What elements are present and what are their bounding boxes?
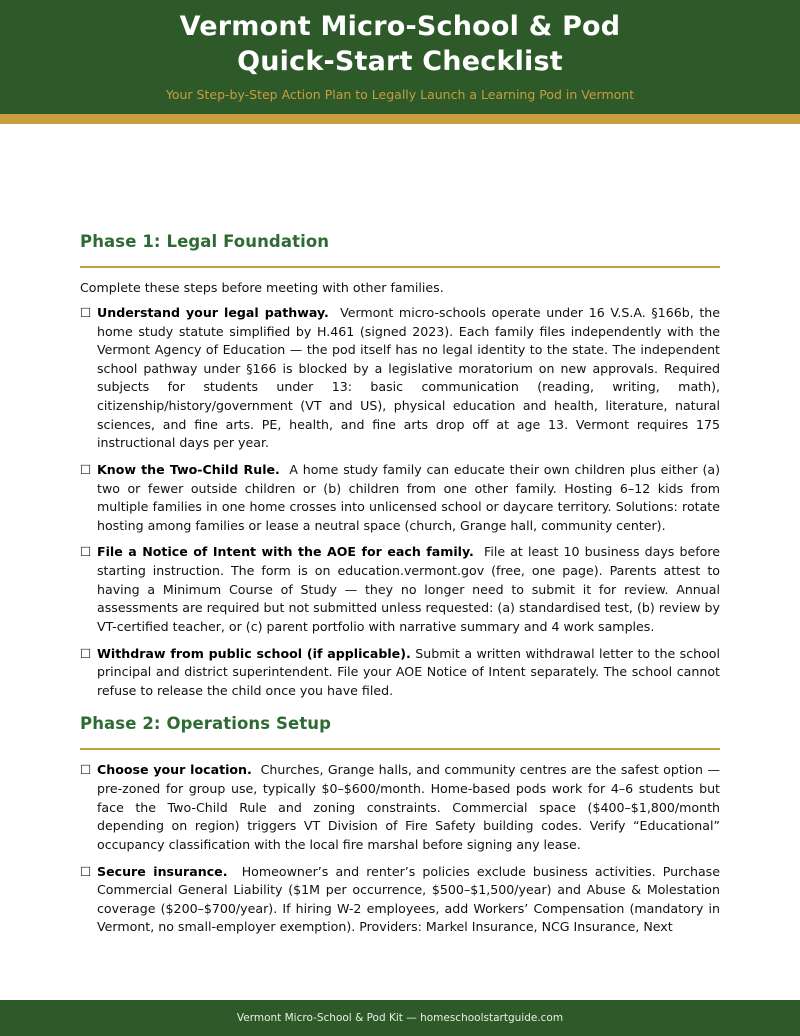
- checklist-item-body: File at least 10 business days before starting instruction. The form is on education.vermont.gov (free, one page). Parents attest to having a Minimum Course of Study — they no longer need to submit it for review. Annual assessments are required but not submitted unless requested: (a) standardised test, (b) review by VT-certified teacher, or (c) parent portfolio with narrative summary and 4 work samples.: [97, 544, 720, 634]
- document-footer: [0, 1000, 800, 1036]
- footer-text: Vermont Micro-School & Pod Kit — homeschoolstartguide.com: [236, 1012, 564, 1024]
- checklist-item-body: Homeowner’s and renter’s policies exclude business activities. Purchase Commercial General Liability ($1M per occurrence, $500–$1,500/year) and Abuse & Molestation coverage ($200–$700/year). If hiring W-2 employees, add Workers’ Compensation (mandatory in Vermont, no small-employer exemption). Providers: Markel Insurance, NCG Insurance, Next: [97, 863, 720, 935]
- checklist-item-text: [97, 543, 720, 636]
- checklist-item[interactable]: [80, 761, 720, 854]
- checklist-item-body: Submit a written withdrawal letter to the school principal and district superintendent. File your AOE Notice of Intent separately. The school cannot refuse to release the child once you have filed.: [97, 645, 721, 698]
- checkbox-icon[interactable]: ☐: [80, 304, 92, 320]
- checklist-item[interactable]: [80, 863, 720, 938]
- phase-heading-2: Phase 2: Operations Setup: [80, 714, 332, 734]
- checklist-item-title: Know the Two-Child Rule.: [97, 461, 280, 477]
- checklist-item-title: Secure insurance.: [97, 863, 228, 879]
- title-line-2: Quick-Start Checklist: [237, 45, 563, 77]
- checklist-phase-1: [80, 304, 720, 701]
- checklist-item-text: [97, 304, 720, 453]
- title-line-1: Vermont Micro-School & Pod: [179, 11, 621, 42]
- checklist-item-title: Understand your legal pathway.: [97, 304, 329, 320]
- phase-heading-1: Phase 1: Legal Foundation: [80, 232, 330, 252]
- checklist-item[interactable]: [80, 304, 720, 453]
- checklist-item-text: [97, 761, 720, 854]
- document-header: [0, 0, 800, 114]
- checklist-item-title: File a Notice of Intent with the AOE for each family.: [97, 544, 474, 560]
- content-top-spacer: [80, 124, 720, 232]
- checkbox-icon[interactable]: ☐: [80, 544, 92, 560]
- checklist-item-body: Vermont micro-schools operate under 16 V.S.A. §166b, the home study statute simplified by H.461 (signed 2023). Each family files independently with the Vermont Agency of Education — the pod itself has no legal identity to the state. The independent school pathway under §166 is blocked by a legislative moratorium on new approvals. Required subjects for students under 13: basic communication (reading, writing, math), citizenship/history/government (VT and US), physical education and health, literature, natural sciences, and fine arts. PE, health, and fine arts drop off at age 13. Vermont requires 175 instructional days per year.: [97, 304, 721, 451]
- checklist-item-title: Choose your location.: [97, 762, 252, 778]
- checklist-item-body: A home study family can educate their own children plus either (a) two or fewer outside children or (b) children from one other family. Hosting 6–12 kids from multiple families in one home crosses into unlicensed school or daycare territory. Solutions: rotate hosting among families or lease a neutral space (church, Grange hall, community center).: [97, 461, 720, 533]
- checkbox-icon[interactable]: ☐: [80, 762, 92, 778]
- header-accent-bar: [0, 114, 800, 124]
- checklist-item-text: [97, 863, 720, 938]
- checklist-item[interactable]: [80, 645, 720, 701]
- checklist-item-body: Churches, Grange halls, and community centres are the safest option — pre-zoned for group use, typically $0–$600/month. Home-based pods work for 4–6 students but face the Two-Child Rule and zoning constraints. Commercial space ($400–$1,800/month depending on region) triggers VT Division of Fire Safety building codes. Verify “Educational” occupancy classification with the local fire marshal before signing any lease.: [97, 762, 720, 852]
- checklist-item[interactable]: [80, 461, 720, 536]
- checklist-phase-2: [80, 761, 720, 937]
- checklist-item-title: Withdraw from public school (if applicable).: [97, 645, 411, 661]
- document-body: [0, 124, 800, 937]
- phase-divider-2: [80, 748, 720, 750]
- phase-intro-1: Complete these steps before meeting with other families.: [80, 280, 444, 296]
- page-title: [0, 10, 800, 79]
- checkbox-icon[interactable]: ☐: [80, 863, 92, 879]
- checkbox-icon[interactable]: ☐: [80, 461, 92, 477]
- checkbox-icon[interactable]: ☐: [80, 645, 92, 661]
- phase-section-2: [80, 714, 720, 937]
- checklist-item-text: [97, 461, 720, 536]
- phase-divider-1: [80, 266, 720, 268]
- phase-section-1: [80, 232, 720, 700]
- checklist-item[interactable]: [80, 543, 720, 636]
- page-subtitle: Your Step-by-Step Action Plan to Legally Launch a Learning Pod in Vermont: [165, 87, 635, 103]
- checklist-item-text: [97, 645, 720, 701]
